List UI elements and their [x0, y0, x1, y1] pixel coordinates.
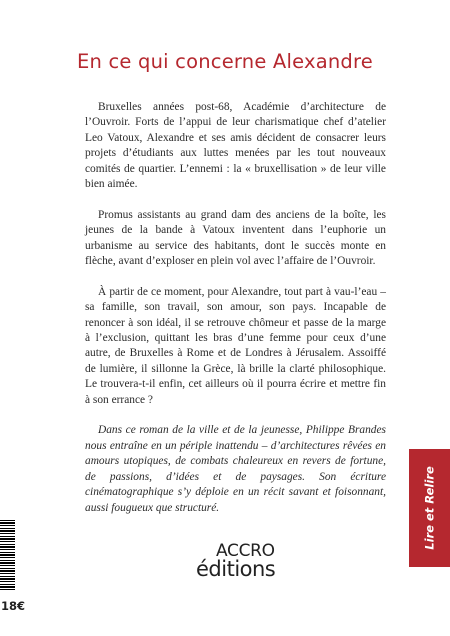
collection-tab-label: Lire et Relire	[422, 466, 437, 550]
blurb-paragraph-1: Bruxelles années post-68, Académie d’architecture de l’Ouvroir. Forts de l’appui de leur charismatique chef d’atelier Leo Vatoux, Alexandre et ses amis décident de consacrer leurs projets d’étudiants aux luttes menées par les tout nouveaux comités de quartier. L’ennemi : la « bruxellisation » de leur ville bien aimée.	[85, 101, 386, 191]
blurb-paragraph-3: À partir de ce moment, pour Alexandre, tout part à vau-l’eau – sa famille, son travail, son amour, son pays. Incapable de renoncer à son idéal, il se retrouve chômeur et passe de la marge à l’exclusion, quittant les bras d’une femme pour ceux d’une autre, de Bruxelles à Rome et de Londres à Jérusalem. Assoiffé de lumière, il sillonne la Grèce, là brille la clarté philosophique. Le trouvera-t-il enfin, cet ailleurs où il pourra écrire et mettre fin à son errance ?	[85, 285, 386, 406]
back-cover-blurb	[85, 100, 386, 531]
price-label: 18€	[1, 599, 26, 613]
publisher-logo	[196, 543, 286, 580]
blurb-paragraph-2: Promus assistants au grand dam des anciens de la boîte, les jeunes de la bande à Vatoux inventent dans l’euphorie un urbanisme au service des habitants, dont le succès monte en flèche, avant d’exploser en plein vol avec l’affaire de l’Ouvroir.	[85, 208, 386, 268]
book-title: En ce qui concerne Alexandre	[77, 50, 373, 73]
collection-tab	[409, 449, 450, 567]
barcode	[0, 520, 15, 592]
publisher-logo-line2: éditions	[196, 557, 276, 581]
publisher-logo-line1: ACCRO	[216, 541, 275, 561]
blurb-paragraph-4: Dans ce roman de la ville et de la jeunesse, Philippe Brandes nous entraîne en un périple inattendu – d’architectures rêvées en amours utopiques, de combats chaleureux en revers de fortune, de passions, d’idées et de paysages. Son écriture cinématographique s’y déploie en un récit savant et foisonnant, aussi fougueux que structuré.	[85, 424, 386, 514]
